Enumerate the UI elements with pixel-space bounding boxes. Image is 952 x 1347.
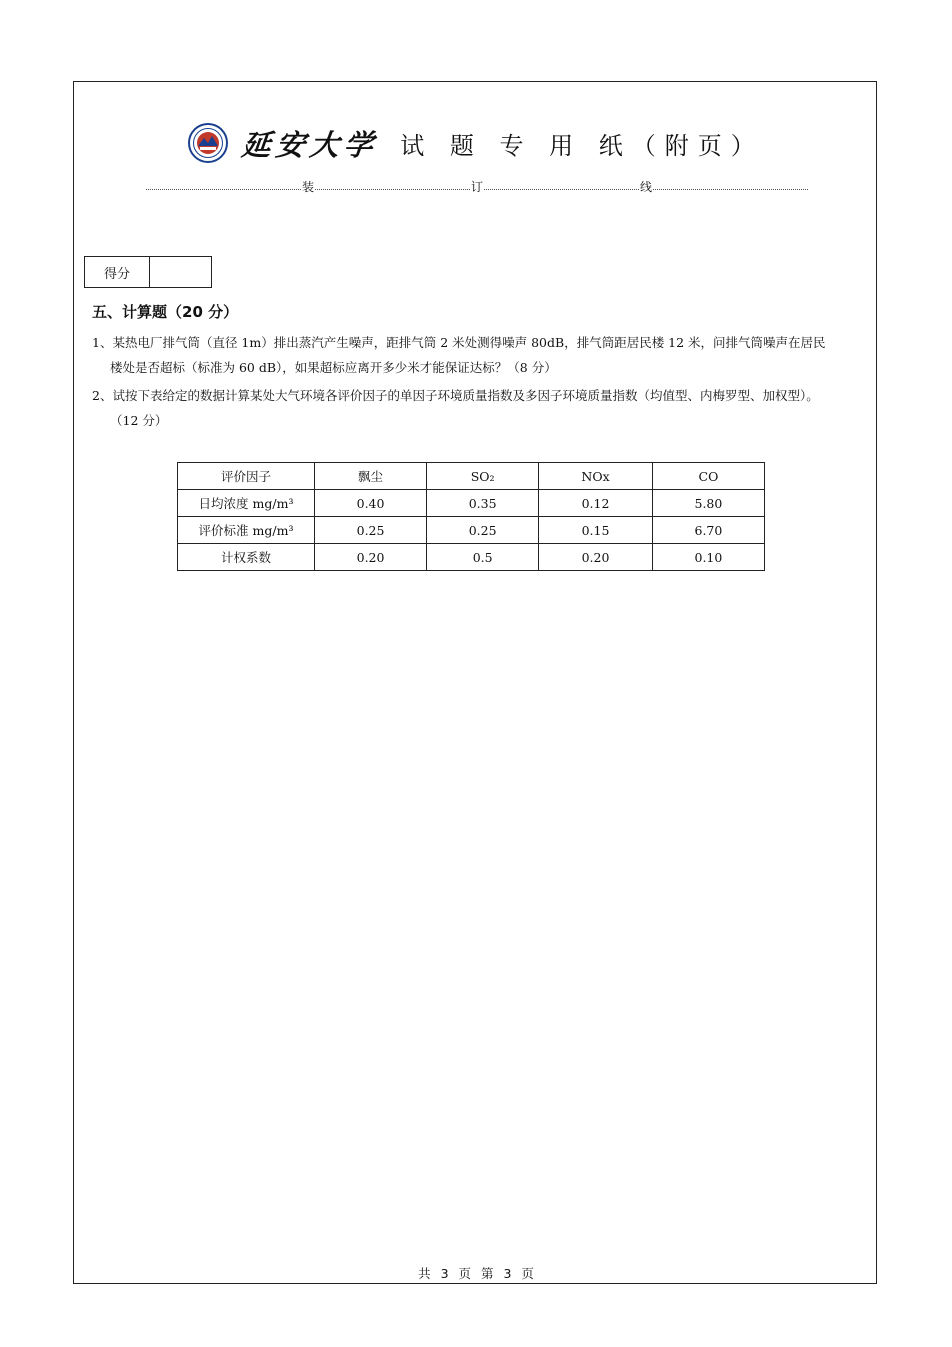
data-table — [177, 462, 765, 571]
table-cell: 0.25 — [315, 517, 427, 544]
score-value — [150, 257, 211, 287]
table-header-cell: SO₂ — [427, 463, 539, 490]
table-row — [178, 517, 765, 544]
table-header-cell: 飘尘 — [315, 463, 427, 490]
table-header-cell: 评价因子 — [178, 463, 315, 490]
table-cell: 计权系数 — [178, 544, 315, 571]
table-header-cell: NOx — [539, 463, 653, 490]
table-cell: 0.10 — [652, 544, 764, 571]
table-cell: 0.15 — [539, 517, 653, 544]
table-cell: 5.80 — [652, 490, 764, 517]
table-cell: 0.20 — [315, 544, 427, 571]
university-seal-icon — [188, 123, 228, 163]
table-cell: 6.70 — [652, 517, 764, 544]
score-box — [84, 256, 212, 288]
binding-char-zhuang: 装 — [301, 180, 314, 194]
section-title: 五、计算题（20 分） — [92, 303, 239, 321]
question-2-line-2: （12 分） — [110, 413, 168, 428]
table-header-row — [178, 463, 765, 490]
page-header — [0, 120, 952, 166]
question-1 — [92, 330, 866, 380]
table-cell: 0.5 — [427, 544, 539, 571]
score-label: 得分 — [85, 257, 150, 287]
table-cell: 评价标准 mg/m³ — [178, 517, 315, 544]
table-cell: 0.20 — [539, 544, 653, 571]
binding-line — [146, 178, 808, 195]
binding-char-ding: 订 — [470, 180, 483, 194]
table-cell: 0.40 — [315, 490, 427, 517]
page-footer: 共 3 页 第 3 页 — [418, 1266, 534, 1281]
binding-char-xian: 线 — [639, 180, 652, 194]
paper-title: 试 题 专 用 纸（附页） — [400, 131, 764, 160]
university-name: 延安大学 — [240, 127, 380, 162]
question-2 — [92, 383, 866, 433]
table-row — [178, 490, 765, 517]
table-header-cell: CO — [652, 463, 764, 490]
question-1-line-2: 楼处是否超标（标准为 60 dB），如果超标应离开多少米才能保证达标？（8 分） — [110, 360, 557, 375]
table-cell: 0.12 — [539, 490, 653, 517]
table-cell: 日均浓度 mg/m³ — [178, 490, 315, 517]
table-row — [178, 544, 765, 571]
question-1-line-1: 1、某热电厂排气筒（直径 1m）排出蒸汽产生噪声，距排气筒 2 米处测得噪声 80dB，排气筒距居民楼 12 米，问排气筒噪声在居民 — [92, 335, 826, 350]
table-cell: 0.35 — [427, 490, 539, 517]
table-cell: 0.25 — [427, 517, 539, 544]
question-2-line-1: 2、试按下表给定的数据计算某处大气环境各评价因子的单因子环境质量指数及多因子环境质量指数（均值型、内梅罗型、加权型）。 — [92, 388, 819, 403]
